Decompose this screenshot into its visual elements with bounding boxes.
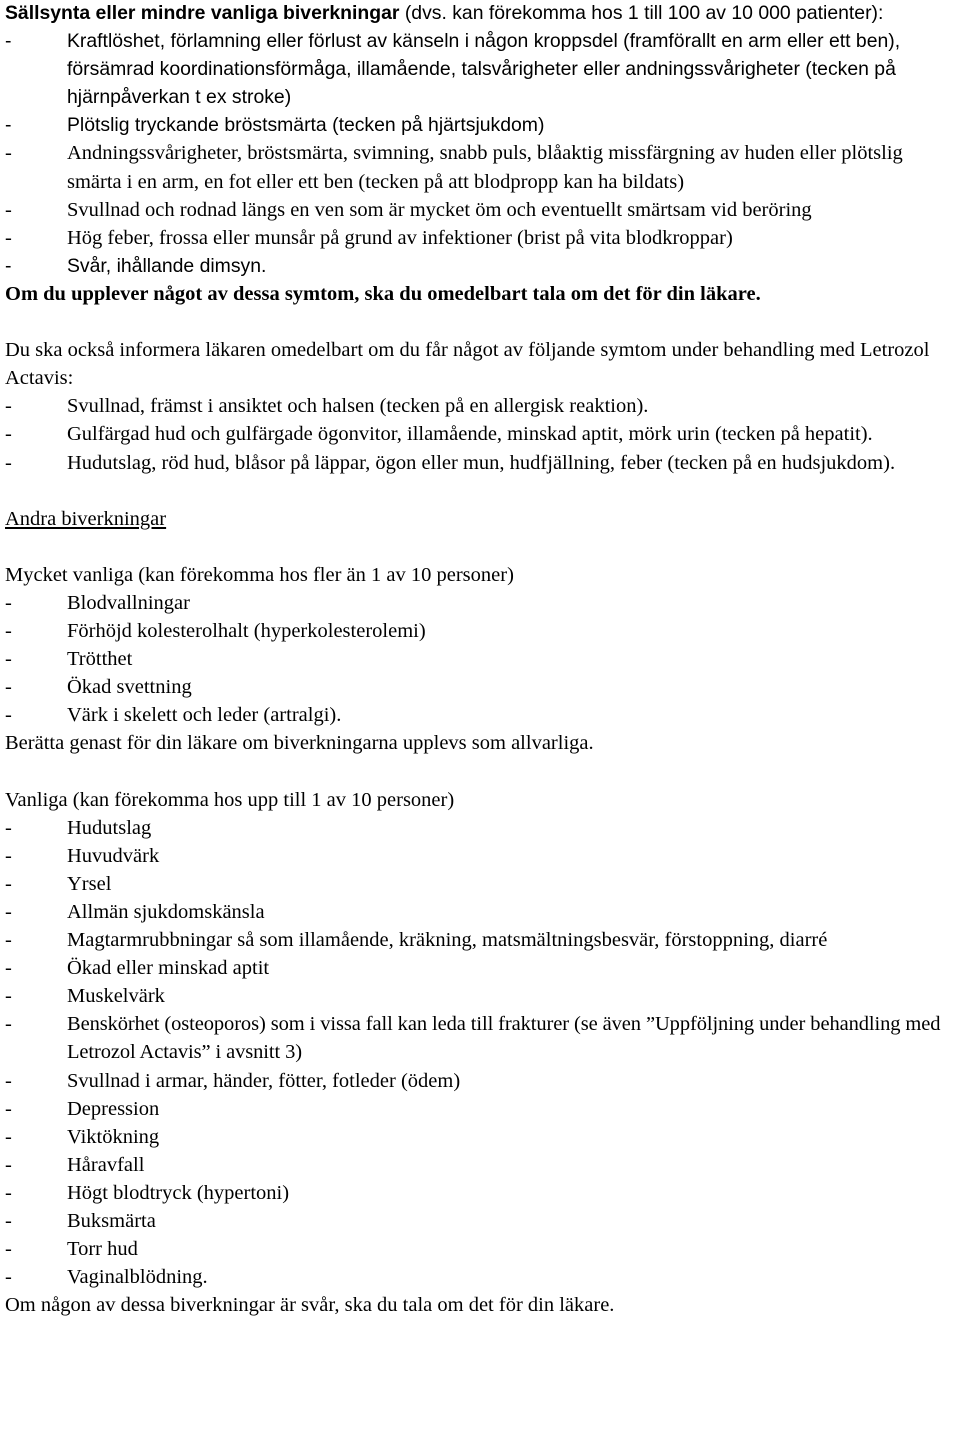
- common-list: [5, 814, 960, 1292]
- rare-symptom-list: [5, 27, 960, 139]
- list-item: - Hudutslag: [5, 814, 960, 842]
- list-item: - Trötthet: [5, 645, 960, 673]
- list-item: - Håravfall: [5, 1151, 960, 1179]
- list-item: - Högt blodtryck (hypertoni): [5, 1179, 960, 1207]
- very-common-note: Berätta genast för din läkare om biverkningarna upplevs som allvarliga.: [5, 732, 594, 755]
- list-item: - Vaginalblödning.: [5, 1263, 960, 1291]
- list-item: - Depression: [5, 1095, 960, 1123]
- list-item: - Huvudvärk: [5, 842, 960, 870]
- other-side-effects-heading: Andra biverkningar: [5, 507, 167, 530]
- list-item: - Gulfärgad hud och gulfärgade ögonvitor, illamående, minskad aptit, mörk urin (tecken på hepatit).: [5, 420, 960, 448]
- very-common-list: [5, 589, 960, 729]
- list-item: - Yrsel: [5, 870, 960, 898]
- very-common-heading: Mycket vanliga (kan förekomma hos fler än 1 av 10 personer): [5, 563, 514, 586]
- list-item: - Värk i skelett och leder (artralgi).: [5, 701, 960, 729]
- list-item: - Buksmärta: [5, 1207, 960, 1235]
- list-item: - Hög feber, frossa eller munsår på grund av infektioner (brist på vita blodkroppar): [5, 224, 960, 252]
- rare-heading: [5, 0, 960, 27]
- list-item: - Viktökning: [5, 1123, 960, 1151]
- spacer: [5, 477, 960, 505]
- list-item: - Muskelvärk: [5, 982, 960, 1010]
- list-item: - Benskörhet (osteoporos) som i vissa fall kan leda till frakturer (se även ”Uppföljning under behandling med Letrozol Actavis” i avsnitt 3): [5, 1010, 960, 1066]
- list-item: - Ökad eller minskad aptit: [5, 954, 960, 982]
- rare-symptom-list-cont: [5, 139, 960, 279]
- list-item: - Plötslig tryckande bröstsmärta (tecken på hjärtsjukdom): [5, 111, 960, 139]
- list-item: - Svullnad och rodnad längs en ven som är mycket öm och eventuellt smärtsam vid beröring: [5, 196, 960, 224]
- leaflet-page: [5, 0, 960, 1319]
- rare-heading-title: Sällsynta eller mindre vanliga biverkningar: [5, 2, 400, 24]
- spacer: [5, 758, 960, 786]
- list-item: - Allmän sjukdomskänsla: [5, 898, 960, 926]
- rare-side-effects-section: [5, 0, 960, 139]
- common-heading: Vanliga (kan förekomma hos upp till 1 av 10 personer): [5, 788, 455, 811]
- list-item: - Andningssvårigheter, bröstsmärta, svimning, snabb puls, blåaktig missfärgning av huden eller plötslig smärta i en arm, en fot eller ett ben (tecken på att blodpropp kan ha bildats): [5, 139, 960, 195]
- contact-doctor-warning: Om du upplever något av dessa symtom, ska du omedelbart tala om det för din läkare.: [5, 282, 761, 305]
- list-item: - Svår, ihållande dimsyn.: [5, 252, 960, 280]
- list-item: - Hudutslag, röd hud, blåsor på läppar, ögon eller mun, hudfjällning, feber (tecken på en hudsjukdom).: [5, 449, 960, 477]
- rare-heading-frequency: (dvs. kan förekomma hos 1 till 100 av 10 000 patienter):: [399, 2, 884, 24]
- common-note: Om någon av dessa biverkningar är svår, ska du tala om det för din läkare.: [5, 1294, 615, 1317]
- spacer: [5, 308, 960, 336]
- list-item: - Förhöjd kolesterolhalt (hyperkolesterolemi): [5, 617, 960, 645]
- list-item: - Blodvallningar: [5, 589, 960, 617]
- inform-doctor-intro: Du ska också informera läkaren omedelbart om du får något av följande symtom under behandling med Letrozol Actavis:: [5, 339, 930, 390]
- list-item: - Torr hud: [5, 1235, 960, 1263]
- list-item: - Magtarmrubbningar så som illamående, kräkning, matsmältningsbesvär, förstoppning, diarré: [5, 926, 960, 954]
- list-item: - Kraftlöshet, förlamning eller förlust av känseln i någon kroppsdel (framförallt en arm eller ett ben), försämrad koordinationsförmåga, illamående, talsvårigheter eller andningssvårigheter (tecken på hjärnpåverkan t ex stroke): [5, 27, 960, 111]
- list-item: - Svullnad i armar, händer, fötter, fotleder (ödem): [5, 1067, 960, 1095]
- allergy-symptom-list: [5, 392, 960, 476]
- list-item: - Svullnad, främst i ansiktet och halsen (tecken på en allergisk reaktion).: [5, 392, 960, 420]
- spacer: [5, 533, 960, 561]
- list-item: - Ökad svettning: [5, 673, 960, 701]
